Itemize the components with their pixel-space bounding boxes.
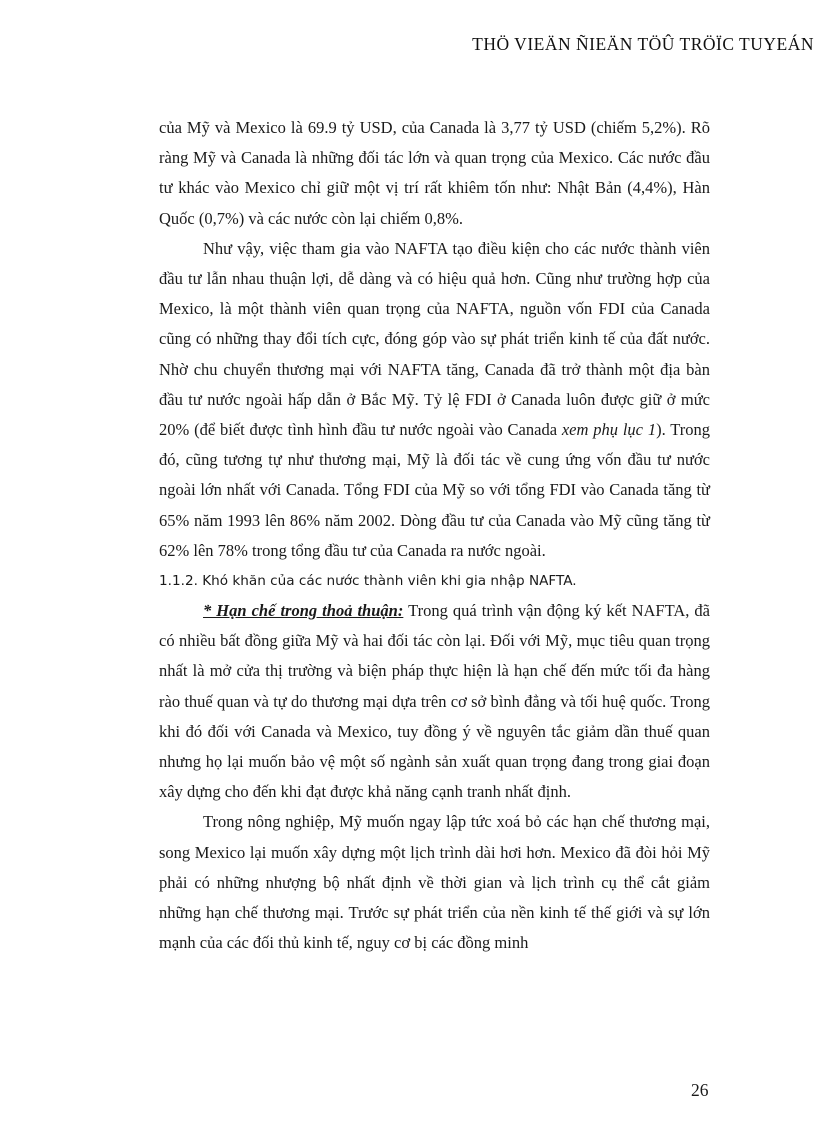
paragraph-agriculture: Trong nông nghiệp, Mỹ muốn ngay lập tức xoá bỏ các hạn chế thương mại, song Mexico lại muốn xây dựng một lịch trình dài hơi hơn. Mexico đã đòi hỏi Mỹ phải có những nhượng bộ nhất định về thời gian và lịch trình cụ thể cắt giảm những hạn chế thương mại. Trước sự phát triển của nền kinh tế thế giới và sự lớn mạnh của các đối thủ kinh tế, nguy cơ bị các đồng minh [159, 812, 710, 953]
paragraph-canada-fdi [159, 234, 710, 566]
paragraph-agreement-limits [159, 596, 710, 807]
paragraph-fdi-share: của Mỹ và Mexico là 69.9 tỷ USD, của Canada là 3,77 tỷ USD (chiếm 5,2%). Rõ ràng Mỹ và Canada là những đối tác lớn và quan trọng của Mexico. Các nước đầu tư khác vào Mexico chỉ giữ một vị trí rất khiêm tốn như: Nhật Bản (4,4%), Hàn Quốc (0,7%) và các nước còn lại chiếm 0,8%. [159, 118, 710, 228]
appendix-reference: xem phụ lục 1 [561, 420, 657, 440]
page-header [0, 34, 816, 55]
paragraph-canada-fdi-text-a: Như vậy, việc tham gia vào NAFTA tạo điều kiện cho các nước thành viên đầu tư lẫn nhau thuận lợi, dễ dàng và có hiệu quả hơn. Cũng như trường hợp của Mexico, là một thành viên quan trọng của NAFTA, nguồn vốn FDI của Canada cũng có những thay đổi tích cực, đóng góp vào sự phát triển kinh tế của đất nước. Nhờ chu chuyển thương mại với NAFTA tăng, Canada đã trở thành một địa bàn đầu tư nước ngoài hấp dẫn ở Bắc Mỹ. Tỷ lệ FDI ở Canada luôn được giữ ở mức 20% (để biết được tình hình đầu tư nước ngoài vào Canada [159, 238, 710, 440]
agreement-limits-label: * Hạn chế trong thoả thuận: [203, 601, 404, 621]
paragraph-canada-fdi-text-b: ). Trong đó, cũng tương tự như thương mại, Mỹ là đối tác về cung ứng vốn đầu tư nước ngoài lớn nhất với Canada. Tổng FDI của Mỹ so với tổng FDI vào Canada tăng từ 65% năm 1993 lên 86% năm 2002. Dòng đầu tư của Canada vào Mỹ cũng tăng từ 62% lên 78% trong tổng đầu tư của Canada ra nước ngoài. [159, 420, 710, 560]
agreement-limits-text: Trong quá trình vận động ký kết NAFTA, đã có nhiều bất đồng giữa Mỹ và hai đối tác còn lại. Đối với Mỹ, mục tiêu quan trọng nhất là mở cửa thị trường và biện pháp thực hiện là hạn chế đến mức tối đa hàng rào thuế quan và tự do thương mại dựa trên cơ sở bình đẳng và tối huệ quốc. Trong khi đó đối với Canada và Mexico, tuy đồng ý về nguyên tắc giảm dần thuế quan nhưng họ lại muốn bảo vệ một số ngành sản xuất quan trọng đang trong giai đoạn xây dựng cho đến khi đạt được khả năng cạnh tranh nhất định. [159, 601, 710, 802]
section-heading: 1.1.2. Khó khăn của các nước thành viên khi gia nhập NAFTA. [159, 573, 577, 590]
header-title: THÖ VIEÄN ÑIEÄN TÖÛ TRÖÏC TUYEÁN [472, 34, 814, 54]
page-number: 26 [691, 1080, 709, 1100]
document-body [159, 113, 710, 958]
